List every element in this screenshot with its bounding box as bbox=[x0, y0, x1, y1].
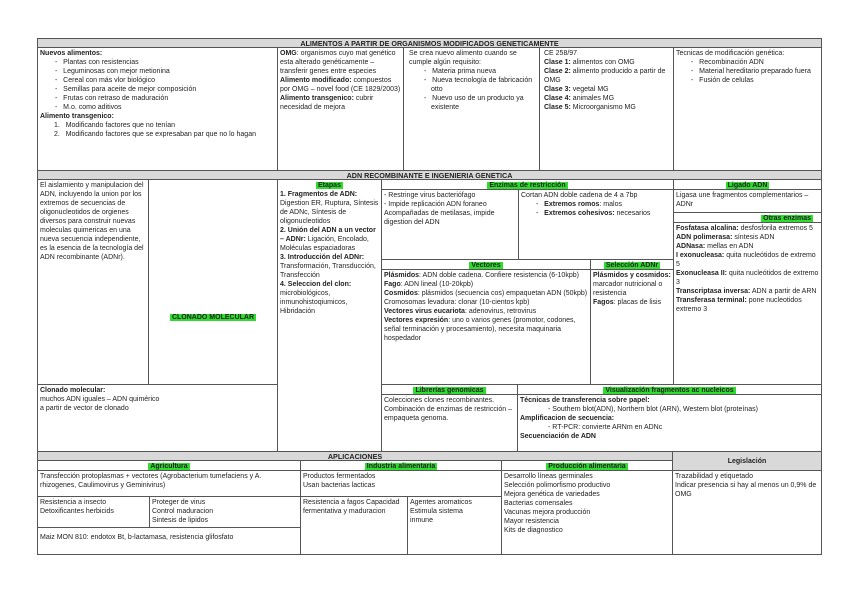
list-item: 2. Modificando factores que se expresaban par que no lo hagan bbox=[54, 131, 256, 138]
industria-line: Usan bacterias lacticas bbox=[303, 482, 375, 489]
clonado-molecular-cell bbox=[148, 179, 278, 385]
agricultura-col-a bbox=[37, 496, 150, 528]
vector-fago: Fago: ADN lineal (10-20kpb) bbox=[384, 281, 474, 288]
list-item: - Plantas con resistencias bbox=[40, 58, 275, 67]
otras-enzima: Transferasa terminal: pone nucleotidos extremo 3 bbox=[676, 297, 802, 313]
transferencia-list bbox=[520, 405, 819, 414]
list-item: - Southern blot(ADN), Northern blot (ARN), Western blot (proteínas) bbox=[540, 405, 819, 414]
otras-enzima: I exonucleasa: quita nucleótidos de extremo 5 bbox=[676, 252, 816, 268]
list-item: - M.o. como aditivos bbox=[40, 103, 275, 112]
otras-cell bbox=[673, 222, 822, 385]
list-item: - RT-PCR: convierte ARNm en ADNc bbox=[540, 423, 819, 432]
otras-enzima: ADN polimerasa: síntesis ADN bbox=[676, 234, 775, 241]
list-item: - Material hereditario preparado fuera bbox=[676, 67, 819, 76]
etapa-1: 1. Fragmentos de ADN: Digestion ER, Ruptura, Síntesis de ADNc, Síntesis de oligonucleotidos bbox=[280, 191, 379, 225]
list-item: - Materia prima nueva bbox=[409, 67, 537, 76]
otras-enzima: Transcriptasa inversa: ADN a partir de ARN bbox=[676, 288, 817, 295]
list-item: - Fusión de celulas bbox=[676, 76, 819, 85]
ligado-text: Ligasa une fragmentos complementarios – ADNr bbox=[676, 192, 809, 208]
etapas-title: Etapas bbox=[318, 182, 341, 189]
maiz-cell bbox=[37, 527, 301, 555]
transfeccion-text: Transfección protoplasmas + vectores (Agrobacterium tumefaciens y A. rhizogenes, Caulimovirus y Geminivirus) bbox=[40, 473, 262, 489]
etapa-3: 3. Introducción del ADNr: Transformación, Transducción, Transfección bbox=[280, 254, 376, 279]
legislacion-title: Legislación bbox=[727, 458, 767, 465]
industria-col-a-text: Resistencia a fagos Capacidad fermentativa y maduracion bbox=[303, 499, 400, 515]
legislacion-item: Trazabilidad y etiquetado bbox=[675, 473, 753, 480]
section-title-adn: ADN RECOMBINANTE E INGENIERIA GENETICA bbox=[37, 170, 822, 180]
produccion-cell bbox=[501, 470, 673, 555]
etapa-4: 4. Seleccion del clon: microbiológicos, inmunohistoqiumicos, Hibridación bbox=[280, 281, 352, 315]
produccion-item: Mayor resistencia bbox=[504, 518, 559, 525]
enzimas-line: - Restringe virus bacteriófago bbox=[384, 192, 476, 199]
visualizacion-title: Visualización fragmentos ac nucleicos bbox=[605, 387, 734, 394]
vector-virus: Vectores virus eucariota: adenovirus, retrovirus bbox=[384, 308, 537, 315]
list-item: - Semillas para aceite de mejor composición bbox=[40, 85, 275, 94]
clonado-molecular-label: CLONADO MOLECULAR bbox=[171, 314, 255, 321]
vectores-title: Vectores bbox=[471, 262, 501, 269]
librerias-text: Colecciones clones recombinantes. Combinación de enzimas de restricción – empaqueta genoma. bbox=[384, 397, 513, 422]
enzimas-line: - Impide replicación ADN foraneo bbox=[384, 201, 487, 208]
otras-title: Otras enzimas bbox=[763, 215, 811, 222]
enzimas-right-cell bbox=[518, 189, 674, 260]
transgenico-list bbox=[40, 121, 275, 139]
clase-2: Clase 2: alimento producido a partir de OMG bbox=[544, 68, 666, 84]
enzimas-line: Acompañadas de metilasas, impide digestion del ADN bbox=[384, 210, 495, 226]
agri-item: Control maduracion bbox=[152, 508, 214, 515]
produccion-item: Bacterias comensales bbox=[504, 500, 573, 507]
vectores-cell bbox=[381, 269, 591, 385]
seleccion-plasmidos: Plásmidos y cosmidos: marcador nutricional o resistencia bbox=[593, 272, 671, 297]
agri-item: Sintesis de lipidos bbox=[152, 517, 209, 524]
legislacion-cell bbox=[672, 470, 822, 555]
omg-definitions-cell bbox=[277, 47, 404, 171]
vector-expresion: Vectores expresión: uno o varios genes (promotor, codones, señal terminación y procesamiento), necesita maquinaria hospedador bbox=[384, 317, 576, 342]
vector-cosmidos: Cosmidos: plásmidos (secuencia cos) empaquetan ADN (50kpb) bbox=[384, 290, 588, 297]
list-item: - Recombinación ADN bbox=[676, 58, 819, 67]
industria-line: Productos fermentados bbox=[303, 473, 376, 480]
requisitos-cell bbox=[403, 47, 540, 171]
otras-enzima: ADNasa: mellas en ADN bbox=[676, 243, 754, 250]
etapa-2: 2. Unión del ADN a un vector – ADNr: Ligación, Encolado, Moléculas espaciadoras bbox=[280, 227, 376, 252]
clase-1: Clase 1: alimentos con OMG bbox=[544, 59, 635, 66]
alimento-modificado-definition: Alimento modificado: compuestos por OMG – novel food (CE 1829/2003) bbox=[280, 77, 401, 93]
produccion-title: Producción alimentaria bbox=[548, 463, 626, 470]
amplificacion-list bbox=[520, 423, 819, 432]
section-title-omg: ALIMENTOS A PARTIR DE ORGANISMOS MODIFICADOS GENETICAMENTE bbox=[37, 38, 822, 48]
aislamiento-cell bbox=[37, 179, 149, 385]
omg-definition: OMG: organismos cuyo mat genético esta alterado genéticamente – transferir genes entre especies bbox=[280, 50, 396, 75]
legislacion-item: Indicar presencia si hay al menos un 0,9% de OMG bbox=[675, 482, 817, 498]
legislacion-title-cell bbox=[672, 451, 822, 471]
requisitos-intro: Se crea nuevo alimento cuando se cumple algún requisito: bbox=[409, 50, 517, 66]
agri-item: Detoxificantes herbicids bbox=[40, 508, 114, 515]
otras-enzima: Fosfatasa alcalina: desfosforila extremos 5 bbox=[676, 225, 813, 232]
transferencia-label: Técnicas de transferencia sobre papel: bbox=[520, 397, 650, 404]
seleccion-fagos: Fagos: placas de lisis bbox=[593, 299, 662, 306]
enzimas-title: Enzimas de restricción bbox=[489, 182, 566, 189]
amplificacion-label: Amplificacion de secuencia: bbox=[520, 415, 615, 422]
clonado-definition-cell bbox=[37, 384, 278, 452]
tecnicas-list bbox=[676, 58, 819, 85]
clonado-definition-label: Clonado molecular: bbox=[40, 387, 106, 394]
ligado-title: Ligado ADN bbox=[727, 182, 768, 189]
list-item: - Nueva tecnología de fabricación otto bbox=[409, 76, 537, 94]
vector-plasmidos: Plásmidos: ADN doble cadena. Confiere resistencia (6-10kpb) bbox=[384, 272, 579, 279]
clonado-definition-text: muchos ADN iguales – ADN quimérico a partir de vector de clonado bbox=[40, 396, 160, 412]
industria-col-b-text: Agentes aromaticos Estimula sistema inmune bbox=[410, 499, 472, 524]
list-item: - Leguminosas con mejor metionina bbox=[40, 67, 275, 76]
secuenciacion-label: Secuenciación de ADN bbox=[520, 433, 596, 440]
clase-4: Clase 4: animales MG bbox=[544, 95, 615, 102]
nuevos-alimentos-label: Nuevos alimentos: bbox=[40, 50, 103, 57]
industria-col-a bbox=[300, 496, 408, 555]
industria-col-b bbox=[407, 496, 502, 555]
produccion-item: Selección polimorfismo productivo bbox=[504, 482, 611, 489]
otras-enzima: Exonucleasa II: quita nucleótidos de extremo 3 bbox=[676, 270, 819, 286]
requisitos-list bbox=[409, 67, 537, 112]
alimento-transgenico-definition: Alimento transgenico: cubrir necesidad de mejora bbox=[280, 95, 374, 111]
vector-cromosomas: Cromosomas levadura: clonar (10-cientos kpb) bbox=[384, 299, 530, 306]
extremos-list bbox=[521, 200, 671, 218]
clases-cell bbox=[539, 47, 674, 171]
agricultura-title: Agricultura bbox=[150, 463, 188, 470]
clase-5: Clase 5: Microorganismo MG bbox=[544, 104, 636, 111]
seleccion-title: Selección ADNr bbox=[605, 262, 659, 269]
visualizacion-cell bbox=[517, 394, 822, 452]
produccion-item: Mejora genética de variedades bbox=[504, 491, 600, 498]
section-title-aplicaciones: APLICACIONES bbox=[37, 451, 673, 461]
list-item: - Frutas con retraso de maduración bbox=[40, 94, 275, 103]
agricultura-col-b bbox=[149, 496, 301, 528]
maiz-text: Maiz MON 810: endotox Bt, b-lactamasa, resistencia glifosfato bbox=[40, 534, 234, 541]
tecnicas-cell bbox=[673, 47, 822, 171]
nuevos-alimentos-list bbox=[40, 58, 275, 112]
produccion-item: Vacunas mejora producción bbox=[504, 509, 591, 516]
industria-cell bbox=[300, 470, 502, 497]
enzimas-corte: Cortan ADN doble cadena de 4 a 7bp bbox=[521, 192, 638, 199]
enzimas-left-cell bbox=[381, 189, 519, 260]
librerias-title: Librerias genomicas bbox=[415, 387, 484, 394]
ligado-cell bbox=[673, 189, 822, 213]
agricultura-transfeccion bbox=[37, 470, 301, 497]
alimento-transgenico-label: Alimento transgenico: bbox=[40, 113, 114, 120]
list-item: - Extremos romos: malos bbox=[521, 200, 671, 209]
clase-3: Clase 3: vegetal MG bbox=[544, 86, 609, 93]
list-item: 1. Modificando factores que no tenían bbox=[54, 122, 176, 129]
list-item: - Cereal con más vlor biológico bbox=[40, 76, 275, 85]
list-item: - Nuevo uso de un producto ya existente bbox=[409, 94, 537, 112]
etapas-cell bbox=[277, 179, 382, 452]
list-item: - Extremos cohesivos: necesarios bbox=[521, 209, 671, 218]
aislamiento-text: El aislamiento y manipulacion del ADN, incluyendo la union por los extremos de secuencias de oligonucleotidos de orgienes diversos para construir nuevas moleculas quimericas en una nueva secuencia independiente, es la esencia de la tecnología del ADN recombinante (ADNr). bbox=[40, 182, 144, 261]
agri-item: Proteger de virus bbox=[152, 499, 206, 506]
agri-item: Resistencia a insecto bbox=[40, 499, 107, 506]
seleccion-cell bbox=[590, 269, 674, 385]
librerias-cell bbox=[381, 394, 518, 452]
tecnicas-intro: Tecnicas de modificación genética: bbox=[676, 50, 785, 57]
nuevos-alimentos-cell bbox=[37, 47, 278, 171]
industria-title: Industria alimentaria bbox=[366, 463, 436, 470]
produccion-item: Kits de diagnostico bbox=[504, 527, 563, 534]
produccion-item: Desarrollo líneas germinales bbox=[504, 473, 593, 480]
ce-reference: CE 258/97 bbox=[544, 50, 578, 57]
